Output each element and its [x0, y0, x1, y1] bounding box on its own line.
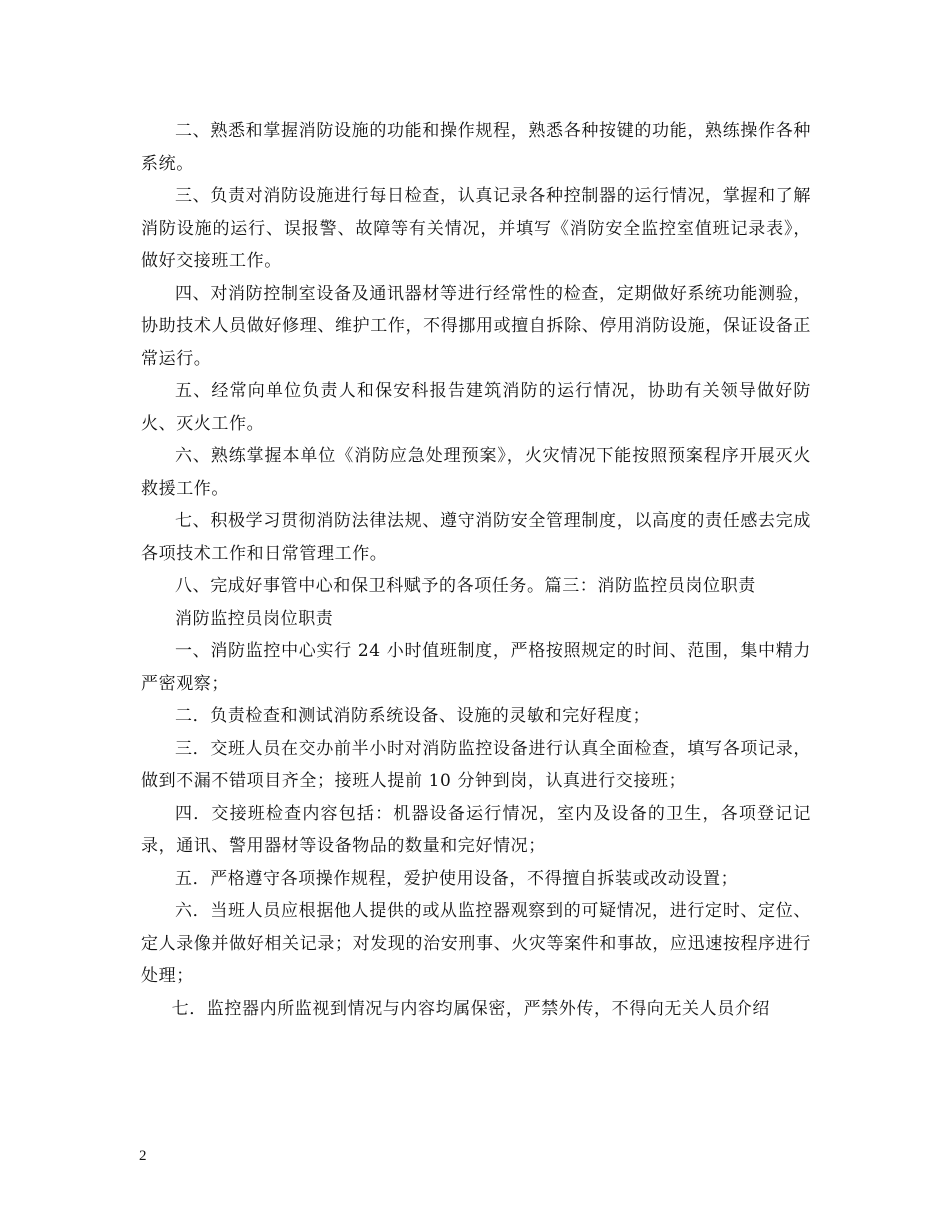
paragraph-6: 六、熟练掌握本单位《消防应急处理预案》，火灾情况下能按照预案程序开展灭火救援工作。 — [141, 446, 811, 499]
duty-item-1: 一、消防监控中心实行 24 小时值班制度，严格按照规定的时间、范围，集中精力严密观察； — [141, 641, 811, 694]
duty-item-2: 二．负责检查和测试消防系统设备、设施的灵敏和完好程度； — [175, 706, 651, 726]
duty-item-3: 三．交班人员在交办前半小时对消防监控设备进行认真全面检查，填写各项记录，做到不漏不错项目齐全；接班人提前 10 分钟到岗，认真进行交接班； — [141, 738, 811, 791]
paragraph-2: 二、熟悉和掌握消防设施的功能和操作规程，熟悉各种按键的功能，熟练操作各种系统。 — [141, 121, 811, 174]
section-heading: 消防监控员岗位职责 — [175, 608, 334, 629]
duty-item-6: 六．当班人员应根据他人提供的或从监控器观察到的可疑情况，进行定时、定位、定人录像并做好相关记录；对发现的治安刑事、火灾等案件和事故，应迅速按程序进行处理； — [141, 901, 811, 986]
paragraph-5: 五、经常向单位负责人和保安科报告建筑消防的运行情况，协助有关领导做好防火、灭火工作。 — [141, 381, 811, 434]
duty-item-5: 五．严格遵守各项操作规程，爱护使用设备，不得擅自拆装或改动设置； — [175, 868, 739, 889]
page-number: 2 — [139, 1148, 147, 1164]
paragraph-4: 四、对消防控制室设备及通讯器材等进行经常性的检查，定期做好系统功能测验，协助技术人员做好修理、维护工作，不得挪用或擅自拆除、停用消防设施，保证设备正常运行。 — [141, 283, 811, 369]
paragraph-8: 八、完成好事管中心和保卫科赋予的各项任务。篇三：消防监控员岗位职责 — [175, 576, 756, 596]
paragraph-7: 七、积极学习贯彻消防法律法规、遵守消防安全管理制度，以高度的责任感去完成各项技术工作和日常管理工作。 — [141, 511, 811, 564]
document-body — [141, 115, 811, 1025]
duty-item-4: 四．交接班检查内容包括：机器设备运行情况，室内及设备的卫生，各项登记记录，通讯、警用器材等设备物品的数量和完好情况； — [141, 803, 811, 856]
paragraph-3: 三、负责对消防设施进行每日检查，认真记录各种控制器的运行情况，掌握和了解消防设施的运行、误报警、故障等有关情况，并填写《消防安全监控室值班记录表》，做好交接班工作。 — [141, 186, 811, 271]
duty-item-7: 七．监控器内所监视到情况与内容均属保密，严禁外传，不得向无关人员介绍 — [171, 998, 770, 1019]
